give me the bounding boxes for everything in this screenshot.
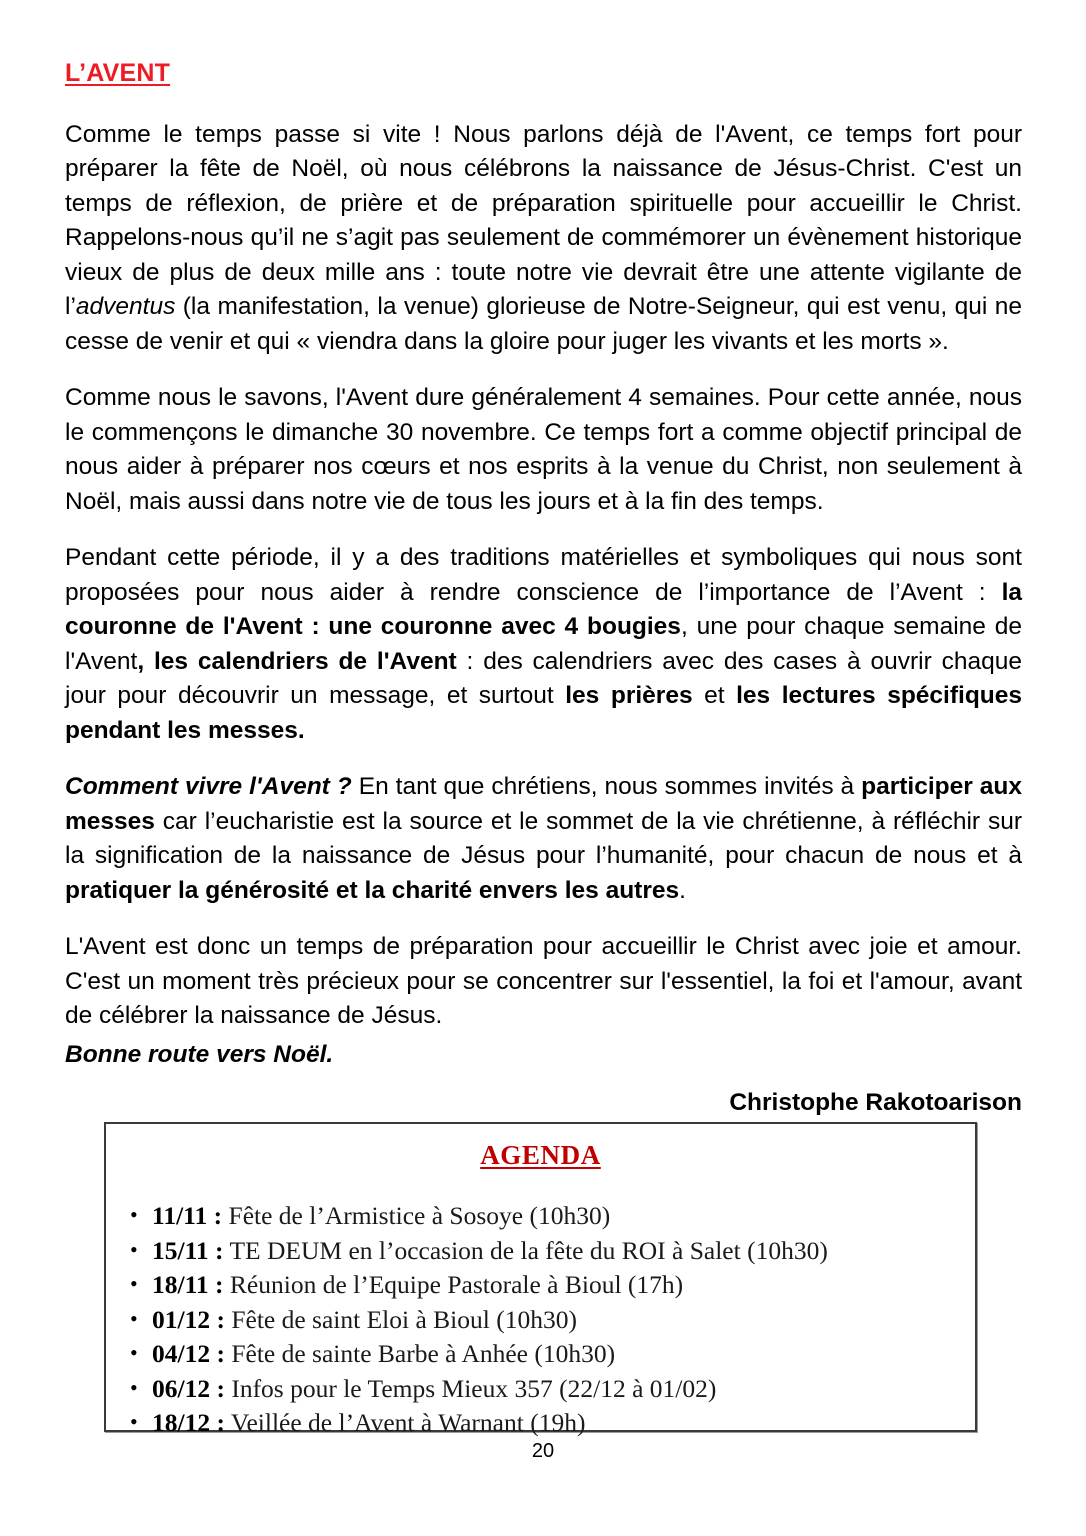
- list-item: [130, 1303, 975, 1338]
- agenda-item-text: Fête de saint Eloi à Bioul (10h30): [224, 1304, 577, 1334]
- paragraph-conclusion: [65, 930, 1022, 1034]
- agenda-box: [104, 1122, 977, 1438]
- bullet-icon: •: [130, 1374, 138, 1400]
- heading-comment-vivre-lavent: Comment vivre l'Avent ?: [65, 773, 352, 800]
- paragraph-conclusion-run1: L'Avent est donc un temps de préparation pour accueillir le Christ avec joie et amour. C'est un moment très précieux pour se concentrer sur l'essentiel, la foi et l'amour, avant de célébrer la naissance de Jésus.: [65, 933, 1022, 1029]
- agenda-item-text: Réunion de l’Equipe Pastorale à Bioul (17h): [223, 1270, 684, 1300]
- paragraph-duration-run1: Comme nous le savons, l'Avent dure généralement 4 semaines. Pour cette année, nous le commençons le dimanche 30 novembre. Ce temps fort a comme objectif principal de nous aider à préparer nos cœurs et nos esprits à la venue du Christ, non seulement à Noël, mais aussi dans notre vie de tous les jours et à la fin des temps.: [65, 384, 1022, 515]
- list-item: [130, 1199, 975, 1234]
- paragraph-intro-run1: Comme le temps passe si vite ! Nous parlons déjà de l'Avent, ce temps fort pour préparer la fête de Noël, où nous célébrons la naissance de Jésus-Christ. C'est un temps de réflexion, de prière et de préparation spirituelle pour accueillir le Christ. Rappelons-nous qu’il ne s’agit pas seulement de commémorer un évènement historique vieux de plus de deux mille ans : toute notre vie devrait être une attente vigilante de l’: [65, 120, 1022, 320]
- paragraph-traditions-run1: Pendant cette période, il y a des traditions matérielles et symboliques qui nous sont proposées pour nous aider à rendre conscience de l’importance de l’Avent :: [65, 544, 1022, 606]
- emphasis-generosite-charite: pratiquer la générosité et la charité envers les autres: [65, 876, 680, 904]
- paragraph-comment-vivre-run3: .: [679, 876, 686, 904]
- emphasis-couronne-avent: la couronne de l'Avent : une couronne avec 4 bougies: [65, 578, 1022, 640]
- bullet-icon: •: [130, 1340, 138, 1366]
- agenda-item-date: 18/11 :: [152, 1270, 224, 1300]
- article-body: [65, 60, 1022, 1120]
- list-item: [130, 1337, 975, 1372]
- agenda-item-text: Fête de sainte Barbe à Anhée (10h30): [224, 1339, 616, 1369]
- paragraph-traditions-run2: , une pour chaque semaine de l'Avent: [65, 613, 1022, 675]
- agenda-item-text: Fête de l’Armistice à Sosoye (10h30): [222, 1201, 611, 1231]
- agenda-title: AGENDA: [480, 1140, 601, 1170]
- paragraph-traditions-run4: et: [692, 682, 737, 709]
- agenda-item-date: 06/12 :: [152, 1373, 225, 1403]
- list-item: [130, 1268, 975, 1303]
- latin-term-adventus: adventus: [75, 293, 176, 320]
- emphasis-lectures-specifiques: les lectures spécifiques pendant les messes.: [65, 682, 1022, 744]
- paragraph-comment-vivre: [65, 770, 1022, 908]
- paragraph-intro: [65, 118, 1022, 360]
- page-number: 20: [531, 1440, 555, 1462]
- agenda-item-text: Infos pour le Temps Mieux 357 (22/12 à 01/02): [224, 1373, 717, 1403]
- list-item: [130, 1234, 975, 1269]
- list-item: [130, 1406, 975, 1441]
- agenda-item-date: 04/12 :: [152, 1339, 225, 1369]
- paragraph-comment-vivre-run1: En tant que chrétiens, nous sommes invités à: [351, 773, 862, 800]
- page-title: L’AVENT: [65, 59, 171, 87]
- paragraph-intro-run2: (la manifestation, la venue) glorieuse de Notre-Seigneur, qui est venu, qui ne cesse de venir et qui « viendra dans la gloire pour juger les vivants et les morts ».: [65, 293, 1022, 355]
- bullet-icon: •: [130, 1409, 138, 1435]
- bullet-icon: •: [130, 1305, 138, 1331]
- agenda-item-date: 18/12 :: [152, 1408, 225, 1438]
- paragraph-comment-vivre-run2: car l’eucharistie est la source et le sommet de la vie chrétienne, à réfléchir sur la signification de la naissance de Jésus pour l’humanité, pour chacun de nous et à: [65, 807, 1022, 869]
- agenda-item-date: 15/11 :: [152, 1235, 224, 1265]
- emphasis-calendriers-avent: , les calendriers de l'Avent: [137, 647, 457, 675]
- bullet-icon: •: [130, 1202, 138, 1228]
- paragraph-duration: [65, 381, 1022, 519]
- agenda-item-text: Veillée de l’Avent à Warnant (19h): [224, 1408, 586, 1438]
- bullet-icon: •: [130, 1236, 138, 1262]
- emphasis-participer-aux-messes: participer aux messes: [65, 773, 1022, 835]
- agenda-list: [106, 1199, 975, 1441]
- agenda-item-date: 11/11 :: [152, 1201, 223, 1231]
- agenda-item-date: 01/12 :: [152, 1304, 225, 1334]
- closing-wish-text: Bonne route vers Noël.: [65, 1040, 334, 1068]
- bullet-icon: •: [130, 1271, 138, 1297]
- emphasis-prieres: les prières: [565, 682, 693, 709]
- paragraph-traditions: [65, 541, 1022, 748]
- agenda-item-text: TE DEUM en l’occasion de la fête du ROI à Salet (10h30): [223, 1235, 828, 1265]
- list-item: [130, 1372, 975, 1407]
- paragraph-closing-wish: [65, 1038, 1022, 1073]
- paragraph-traditions-run3: : des calendriers avec des cases à ouvrir chaque jour pour découvrir un message, et surtout: [65, 647, 1022, 709]
- author-signature: Christophe Rakotoarison: [729, 1089, 1022, 1116]
